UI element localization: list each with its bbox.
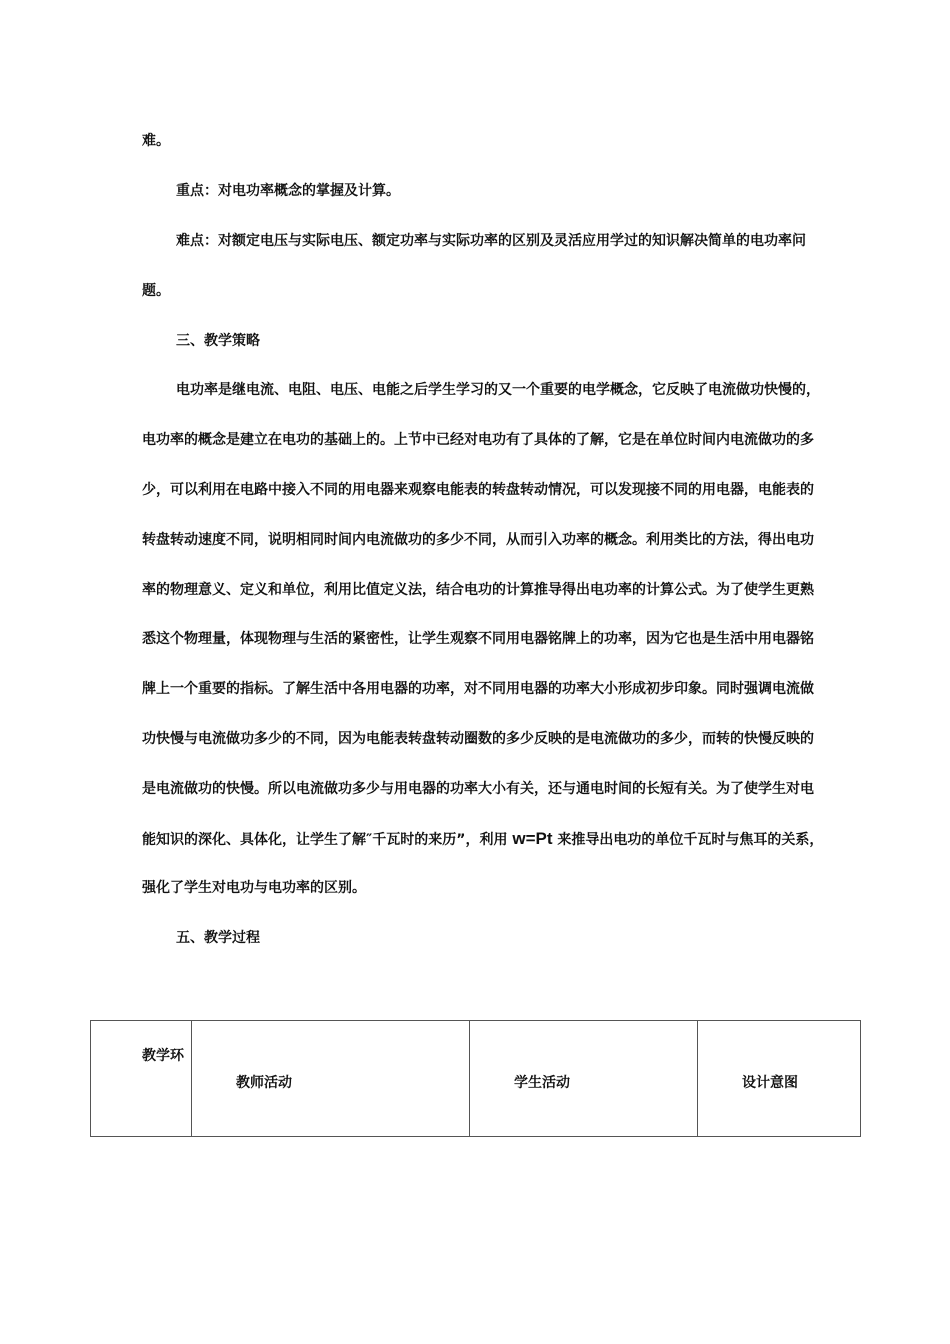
header-student-activity: 学生活动 bbox=[514, 1075, 570, 1091]
formula-text: w=Pt bbox=[512, 829, 553, 848]
strategy-text: 能知识的深化、具体化，让学生了解″千瓦时的来历”，利用 bbox=[142, 832, 513, 848]
paragraph-tail: 难。 bbox=[142, 133, 170, 149]
strategy-line: 少，可以利用在电路中接入不同的用电器来观察电能表的转盘转动情况，可以发现接不同的用电器，电能表的 bbox=[142, 482, 814, 498]
strategy-line: 率的物理意义、定义和单位，利用比值定义法，结合电功的计算推导得出电功率的计算公式。为了使学生更熟 bbox=[142, 582, 814, 598]
header-teaching-stage: 教学环 bbox=[142, 1048, 184, 1064]
strategy-line: 悉这个物理量，体现物理与生活的紧密性，让学生观察不同用电器铭牌上的功率，因为它也是生活中用电器铭 bbox=[142, 631, 814, 647]
strategy-line: 转盘转动速度不同，说明相同时间内电流做功的多少不同，从而引入功率的概念。利用类比的方法，得出电功 bbox=[142, 532, 814, 548]
key-point-text: 重点：对电功率概念的掌握及计算。 bbox=[176, 183, 400, 199]
table-header-cell bbox=[470, 1021, 698, 1137]
strategy-line: 功快慢与电流做功多少的不同，因为电能表转盘转动圈数的多少反映的是电流做功的多少，而转的快慢反映的 bbox=[142, 731, 814, 747]
table-header-cell bbox=[192, 1021, 470, 1137]
table-header-row bbox=[91, 1021, 861, 1137]
strategy-line: 是电流做功的快慢。所以电流做功多少与用电器的功率大小有关，还与通电时间的长短有关。为了使学生对电 bbox=[142, 781, 814, 797]
header-teacher-activity: 教师活动 bbox=[236, 1075, 292, 1091]
difficulty-text-line-2: 题。 bbox=[142, 283, 170, 299]
difficulty-text-line-1: 难点：对额定电压与实际电压、额定功率与实际功率的区别及灵活应用学过的知识解决简单的电功率问 bbox=[176, 233, 806, 249]
table-header-cell bbox=[698, 1021, 861, 1137]
section-heading-process: 五、教学过程 bbox=[176, 930, 260, 946]
strategy-line-with-formula bbox=[142, 829, 823, 850]
table-header-cell bbox=[91, 1021, 192, 1137]
strategy-text: 来推导出电功的单位千瓦时与焦耳的关系， bbox=[552, 832, 824, 848]
strategy-line: 电功率是继电流、电阻、电压、电能之后学生学习的又一个重要的电学概念，它反映了电流做功快慢的， bbox=[176, 382, 820, 398]
strategy-line: 电功率的概念是建立在电功的基础上的。上节中已经对电功有了具体的了解，它是在单位时间内电流做功的多 bbox=[142, 432, 814, 448]
teaching-process-table bbox=[90, 1020, 861, 1137]
strategy-line: 牌上一个重要的指标。了解生活中各用电器的功率，对不同用电器的功率大小形成初步印象。同时强调电流做 bbox=[142, 681, 814, 697]
strategy-line: 强化了学生对电功与电功率的区别。 bbox=[142, 880, 366, 896]
section-heading-strategy: 三、教学策略 bbox=[176, 333, 260, 349]
header-design-intent: 设计意图 bbox=[742, 1075, 798, 1091]
